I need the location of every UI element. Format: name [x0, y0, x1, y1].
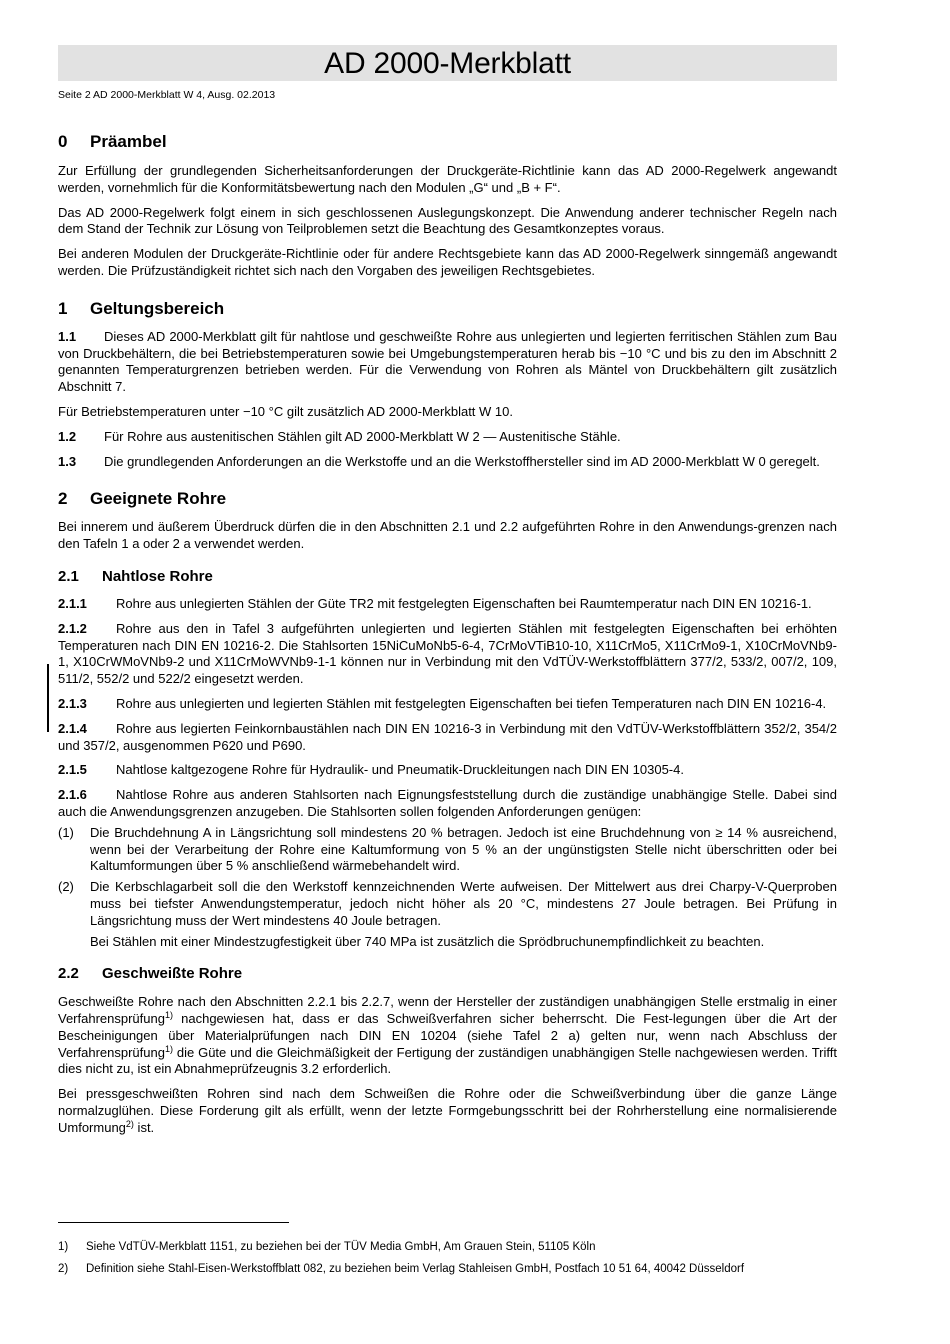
subsection-number: 2.1 [58, 567, 79, 585]
footnote-text: Definition siehe Stahl-Eisen-Werkstoffblatt 082, zu beziehen beim Verlag Stahleisen GmbH, Postfach 10 51 64, 40042 Düsseldorf [86, 1263, 745, 1275]
paragraph-text: ist. [133, 1119, 155, 1135]
footnote-ref[interactable]: 1) [164, 1010, 173, 1021]
paragraph-number: 2.1.3 [58, 695, 87, 711]
paragraph-number: 2.1.6 [58, 787, 87, 803]
paragraph-number: 2.1.1 [58, 595, 87, 611]
paragraph-text: Die grundlegenden Anforderungen an die Werkstoffe und an die Werkstoffhersteller sind im AD 2000-Merkblatt W 0 geregelt. [104, 453, 820, 469]
subsection-title: Geschweißte Rohre [102, 965, 243, 983]
paragraph-text: Nahtlose Rohre aus anderen Stahlsorten nach Eignungsfeststellung durch die zuständige unabhängige Stelle. Dabei sind auch die Anwendungsgrenzen anzugeben. Die Stahlsorten sollen folgenden Anforderungen genügen: [58, 787, 837, 819]
footnote-ref[interactable]: 2) [125, 1118, 134, 1129]
section-0-heading [58, 131, 837, 153]
subsection-title: Nahtlose Rohre [102, 567, 213, 585]
paragraph: Bei innerem und äußerem Überdruck dürfen die in den Abschnitten 2.1 und 2.2 aufgeführten Rohre in den Anwendungs-grenzen nach den Tafeln 1 a oder 2 a verwendet werden. [58, 519, 837, 552]
section-number: 0 [58, 132, 68, 151]
paragraph: Bei anderen Modulen der Druckgeräte-Richtlinie oder für andere Rechtsgebiete kann das AD 2000-Regelwerk sinngemäß angewandt werden. Die Prüfzuständigkeit richtet sich nach den Vorgaben des jeweiligen Rechtsgebietes. [58, 246, 837, 278]
paragraph-text: Rohre aus unlegierten und legierten Stählen mit festgelegten Eigenschaften bei tiefen Temperaturen nach DIN EN 10216-4. [116, 695, 827, 711]
footnote-ref[interactable]: 1) [164, 1043, 173, 1054]
main-content [58, 131, 837, 1137]
paragraph-number: 2.1.5 [58, 762, 87, 778]
change-bar [47, 664, 49, 732]
list-item-text: Bei Stählen mit einer Mindestzugfestigkeit über 740 MPa ist zusätzlich die Sprödbruchunempfindlichkeit zu beachten. [90, 933, 765, 949]
footnotes [58, 1240, 858, 1284]
paragraph: Für Betriebstemperaturen unter −10 °C gilt zusätzlich AD 2000-Merkblatt W 10. [58, 403, 513, 419]
paragraph-text: Rohre aus legierten Feinkornbaustählen nach DIN EN 10216-3 in Verbindung mit den VdTÜV-Werkstoffblättern 352/2, 354/2 und 357/2, ausgenommen P620 und P690. [58, 720, 837, 753]
paragraph-text: Rohre aus den in Tafel 3 aufgeführten unlegierten und legierten Stählen mit festgelegten Eigenschaften bei erhöhten Temperaturen nach DIN EN 10216-2. Die Stahlsorten 15NiCuMoNb5-6-4, 7CrMoVTiB10-10, X11CrMo5, X11CrMo9-1, X10CrMoVNb9-1, X10CrWMoVNb9-2 und X11CrMoWVNb9-1-1 können nur in Verbindung mit den VdTÜV-Werkstoffblättern 377/2, 533/2, 007/2, 109, 511/2, 552/2 und 522/2 eingesetzt werden. [58, 620, 837, 687]
list-item [58, 879, 837, 950]
list-item-number: (2) [58, 879, 74, 895]
paragraph-number: 1.2 [58, 428, 77, 444]
document-title: AD 2000-Merkblatt [58, 45, 837, 81]
paragraph [58, 1086, 837, 1136]
section-title: Geltungsbereich [90, 298, 225, 318]
paragraph-2-1-5 [58, 762, 837, 779]
paragraph-text: Nahtlose kaltgezogene Rohre für Hydraulik- und Pneumatik-Druckleitungen nach DIN EN 10305-4. [116, 762, 684, 778]
paragraph-text: nachgewiesen hat, dass er das Schweißverfahren sicher beherrscht. Die Fest-legungen über die Art der Bescheinigungen über Materialprüfungen nach DIN EN 10204 (siehe Tafel 2 a) gelten nur, wenn nach Abschluss der Verfahrensprüfung [58, 1011, 837, 1060]
subsection-2-2-heading [58, 964, 837, 984]
list-item [58, 825, 837, 875]
paragraph-number: 2.1.4 [58, 720, 87, 736]
footnote [58, 1240, 858, 1255]
footnote [58, 1262, 858, 1277]
paragraph-2-1-6 [58, 787, 837, 821]
subsection-number: 2.2 [58, 965, 79, 983]
list-item-text: Die Bruchdehnung A in Längsrichtung soll mindestens 20 % betragen. Jedoch ist eine Bruchdehnung von ≥ 14 % ausreichend, wenn bei der Verarbeitung der Rohre eine Kaltumformung von 5 % an der ungünstigsten Stelle nicht überschritten oder bei Kaltumformungen über 5 % anschließend wärmebehandelt wird. [90, 824, 837, 874]
paragraph-number: 1.3 [58, 453, 77, 469]
section-number: 2 [58, 489, 68, 509]
paragraph-number: 2.1.2 [58, 620, 87, 636]
paragraph-1-3 [58, 454, 837, 471]
subsection-2-1-heading [58, 567, 837, 587]
list-item-number: (1) [58, 824, 74, 840]
page-info: Seite 2 AD 2000-Merkblatt W 4, Ausg. 02.2013 [58, 89, 276, 101]
section-title: Geeignete Rohre [90, 489, 227, 509]
paragraph [58, 994, 837, 1078]
paragraph-number: 1.1 [58, 328, 77, 344]
footnote-text: Siehe VdTÜV-Merkblatt 1151, zu beziehen bei der TÜV Media GmbH, Am Grauen Stein, 51105 Köln [86, 1241, 596, 1253]
paragraph-text: Dieses AD 2000-Merkblatt gilt für nahtlose und geschweißte Rohre aus unlegierten und legierten ferritischen Stählen zum Bau von Druckbehältern, die bei Betriebstemperaturen sowie bei Umgebungstemperaturen herab bis −10 °C und bis zu den im Abschnitt 2 genannten Temperaturgrenzen betrieben werden. Für die Verwendung von Rohren als Mäntel von Druckbehältern gilt zusätzlich Abschnitt 7. [58, 328, 837, 395]
paragraph-text: Bei pressgeschweißten Rohren sind nach dem Schweißen die Rohre oder die Schweißverbindung über die ganze Länge normalzuglühen. Diese Forderung gilt als erfüllt, wenn der letzte Formgebungsschritt bei der Rohrherstellung eine normalisierende Umformung [58, 1086, 837, 1135]
footnote-number: 1) [58, 1241, 69, 1253]
paragraph-2-1-4 [58, 721, 837, 755]
paragraph-1-2 [58, 429, 837, 446]
list-item-text: Die Kerbschlagarbeit soll die den Werkstoff kennzeichnenden Werte aufweisen. Der Mittelwert aus drei Charpy-V-Querproben muss bei tiefster Anwendungstemperatur, jedoch nicht höher als 20 °C, mindestens 27 Joule betragen. Bei Prüfung in Längsrichtung muss der Wert mindestens 40 Joule betragen. [90, 879, 837, 928]
paragraph: Zur Erfüllung der grundlegenden Sicherheitsanforderungen der Druckgeräte-Richtlinie kann das AD 2000-Regelwerk angewandt werden, vornehmlich für die Konformitätsbewertung nach den Modulen „G“ und „B + F“. [58, 163, 837, 195]
section-number: 1 [58, 298, 68, 318]
paragraph-2-1-2 [58, 621, 837, 688]
paragraph-text: Rohre aus unlegierten Stählen der Güte TR2 mit festgelegten Eigenschaften bei Raumtemperatur nach DIN EN 10216-1. [116, 595, 812, 611]
paragraph: Das AD 2000-Regelwerk folgt einem in sich geschlossenen Auslegungskonzept. Die Anwendung anderer technischer Regeln nach dem Stand der Technik zur Lösung von Teilproblemen setzt die Beachtung des Gesamtkonzeptes voraus. [58, 204, 837, 237]
footnote-number: 2) [58, 1263, 69, 1275]
section-1-heading [58, 298, 837, 320]
paragraph-1-1 [58, 329, 837, 396]
paragraph-text: die Güte und die Gleichmäßigkeit der Fertigung der zuständigen unabhängigen Stelle nachgewiesen werden. Trifft dies nicht zu, ist ein Abnahmeprüfzeugnis 3.2 erforderlich. [58, 1044, 837, 1077]
section-2-heading [58, 488, 837, 510]
paragraph-text: Für Rohre aus austenitischen Stählen gilt AD 2000-Merkblatt W 2 — Austenitische Stähle. [104, 428, 621, 444]
footnote-separator [58, 1222, 289, 1223]
paragraph-2-1-1 [58, 596, 837, 613]
section-title: Präambel [90, 132, 167, 151]
paragraph-text: Geschweißte Rohre nach den Abschnitten 2.2.1 bis 2.2.7, wenn der Hersteller der zuständigen unabhängigen Stelle erstmalig in einer Verfahrensprüfung [58, 994, 837, 1027]
paragraph-2-1-3 [58, 696, 837, 713]
